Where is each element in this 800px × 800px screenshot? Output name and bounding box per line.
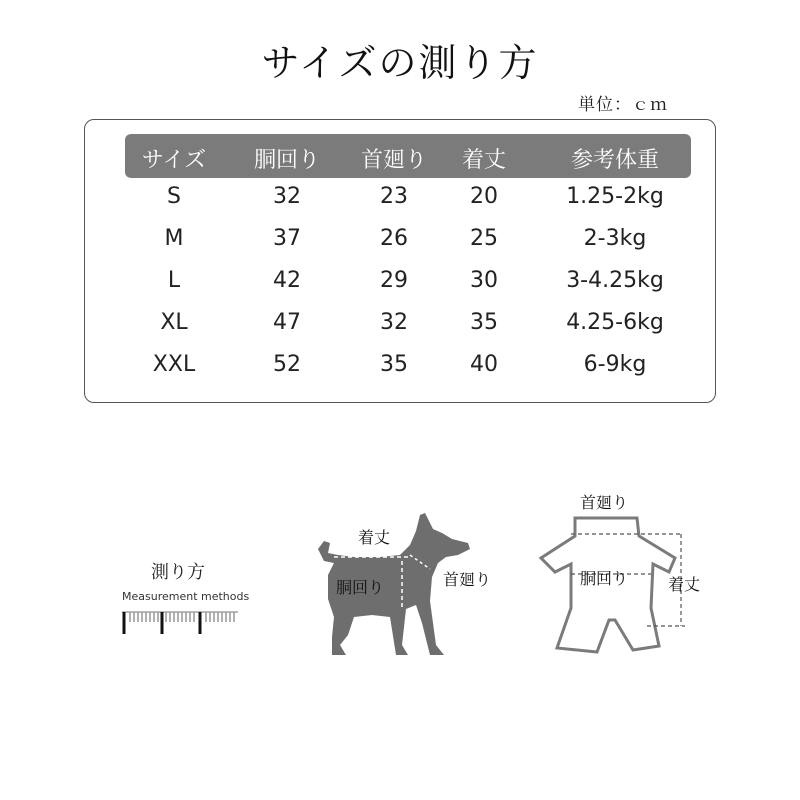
unit-label: 単位：ｃｍ bbox=[578, 95, 668, 115]
table-cell: 32 bbox=[273, 184, 301, 209]
table-cell: 6-9kg bbox=[583, 352, 647, 377]
table-header-cell: サイズ bbox=[141, 148, 207, 173]
table-cell: 40 bbox=[470, 352, 498, 377]
table-cell: 26 bbox=[380, 226, 408, 251]
table-cell: 52 bbox=[273, 352, 301, 377]
garment-neck-label: 首廻り bbox=[580, 493, 629, 512]
dog-chest-label: 胴回り bbox=[336, 578, 385, 597]
ruler-icon bbox=[120, 608, 240, 638]
dog-length-label: 着丈 bbox=[358, 528, 391, 547]
table-cell: 32 bbox=[380, 310, 408, 335]
garment-chest-label: 胴回り bbox=[580, 569, 629, 588]
table-cell: 23 bbox=[380, 184, 408, 209]
table-cell: 1.25-2kg bbox=[566, 184, 664, 209]
table-cell: L bbox=[167, 268, 181, 293]
table-cell: 3-4.25kg bbox=[566, 268, 664, 293]
table-cell: 37 bbox=[273, 226, 301, 251]
dog-neck-label: 首廻り bbox=[443, 570, 492, 589]
table-cell: 47 bbox=[273, 310, 301, 335]
page-title: サイズの測り方 bbox=[261, 41, 539, 85]
table-cell: 42 bbox=[273, 268, 301, 293]
table-cell: XXL bbox=[152, 352, 196, 377]
table-cell: 4.25-6kg bbox=[566, 310, 664, 335]
table-cell: S bbox=[167, 184, 181, 209]
table-header-cell: 胴回り bbox=[253, 148, 321, 173]
measure-subtitle: Measurement methods bbox=[122, 590, 250, 603]
table-cell: 29 bbox=[380, 268, 408, 293]
garment-length-label: 着丈 bbox=[668, 575, 701, 594]
table-header-cell: 着丈 bbox=[461, 148, 507, 173]
table-cell: 20 bbox=[470, 184, 498, 209]
measure-label: 測り方 bbox=[151, 562, 205, 583]
table-cell: XL bbox=[160, 310, 188, 335]
table-header-cell: 首廻り bbox=[360, 148, 428, 173]
table-cell: 35 bbox=[470, 310, 498, 335]
table-header-cell: 参考体重 bbox=[570, 148, 660, 173]
table-cell: 35 bbox=[380, 352, 408, 377]
table-cell: 2-3kg bbox=[583, 226, 647, 251]
table-cell: 30 bbox=[470, 268, 498, 293]
table-cell: M bbox=[164, 226, 184, 251]
table-cell: 25 bbox=[470, 226, 498, 251]
